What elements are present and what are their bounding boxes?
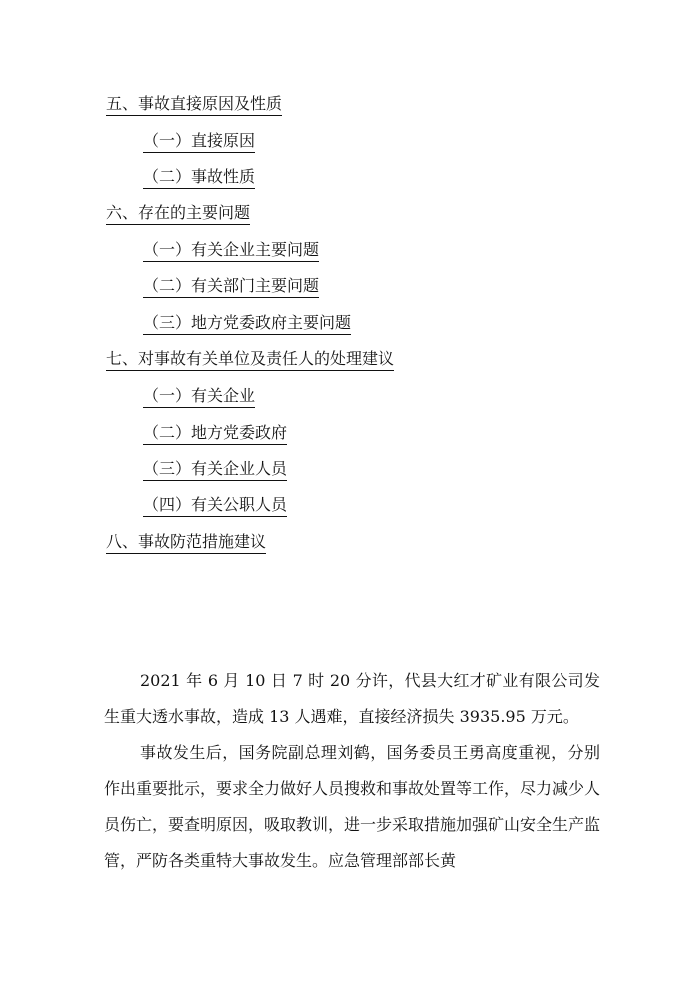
document-body xyxy=(104,663,600,879)
toc-entry-7-3[interactable]: （三）有关企业人员 xyxy=(143,459,287,481)
toc-entry-7-1[interactable]: （一）有关企业 xyxy=(143,386,255,408)
toc-entry-section-8[interactable]: 八、事故防范措施建议 xyxy=(106,532,266,554)
toc-entry-7-4[interactable]: （四）有关公职人员 xyxy=(143,495,287,517)
body-paragraph: 2021 年 6 月 10 日 7 时 20 分许，代县大红才矿业有限公司发生重大透水事故，造成 13 人遇难，直接经济损失 3935.95 万元。 xyxy=(104,671,600,726)
body-paragraph: 事故发生后，国务院副总理刘鹤，国务委员王勇高度重视，分别作出重要批示，要求全力做好人员搜救和事故处置等工作，尽力减少人员伤亡，要查明原因，吸取教训，进一步采取措施加强矿山安全生产监管，严防各类重特大事故发生。应急管理部部长黄 xyxy=(104,743,601,870)
toc-entry-section-5[interactable]: 五、事故直接原因及性质 xyxy=(106,94,282,116)
toc-entry-section-6[interactable]: 六、存在的主要问题 xyxy=(106,203,250,225)
toc-entry-7-2[interactable]: （二）地方党委政府 xyxy=(143,423,287,445)
toc-entry-section-7[interactable]: 七、对事故有关单位及责任人的处理建议 xyxy=(106,349,394,371)
toc-entry-5-2[interactable]: （二）事故性质 xyxy=(143,167,255,189)
toc-entry-5-1[interactable]: （一）直接原因 xyxy=(143,131,255,153)
toc-entry-6-2[interactable]: （二）有关部门主要问题 xyxy=(143,276,319,298)
toc-entry-6-1[interactable]: （一）有关企业主要问题 xyxy=(143,240,319,262)
toc-entry-6-3[interactable]: （三）地方党委政府主要问题 xyxy=(143,313,351,335)
